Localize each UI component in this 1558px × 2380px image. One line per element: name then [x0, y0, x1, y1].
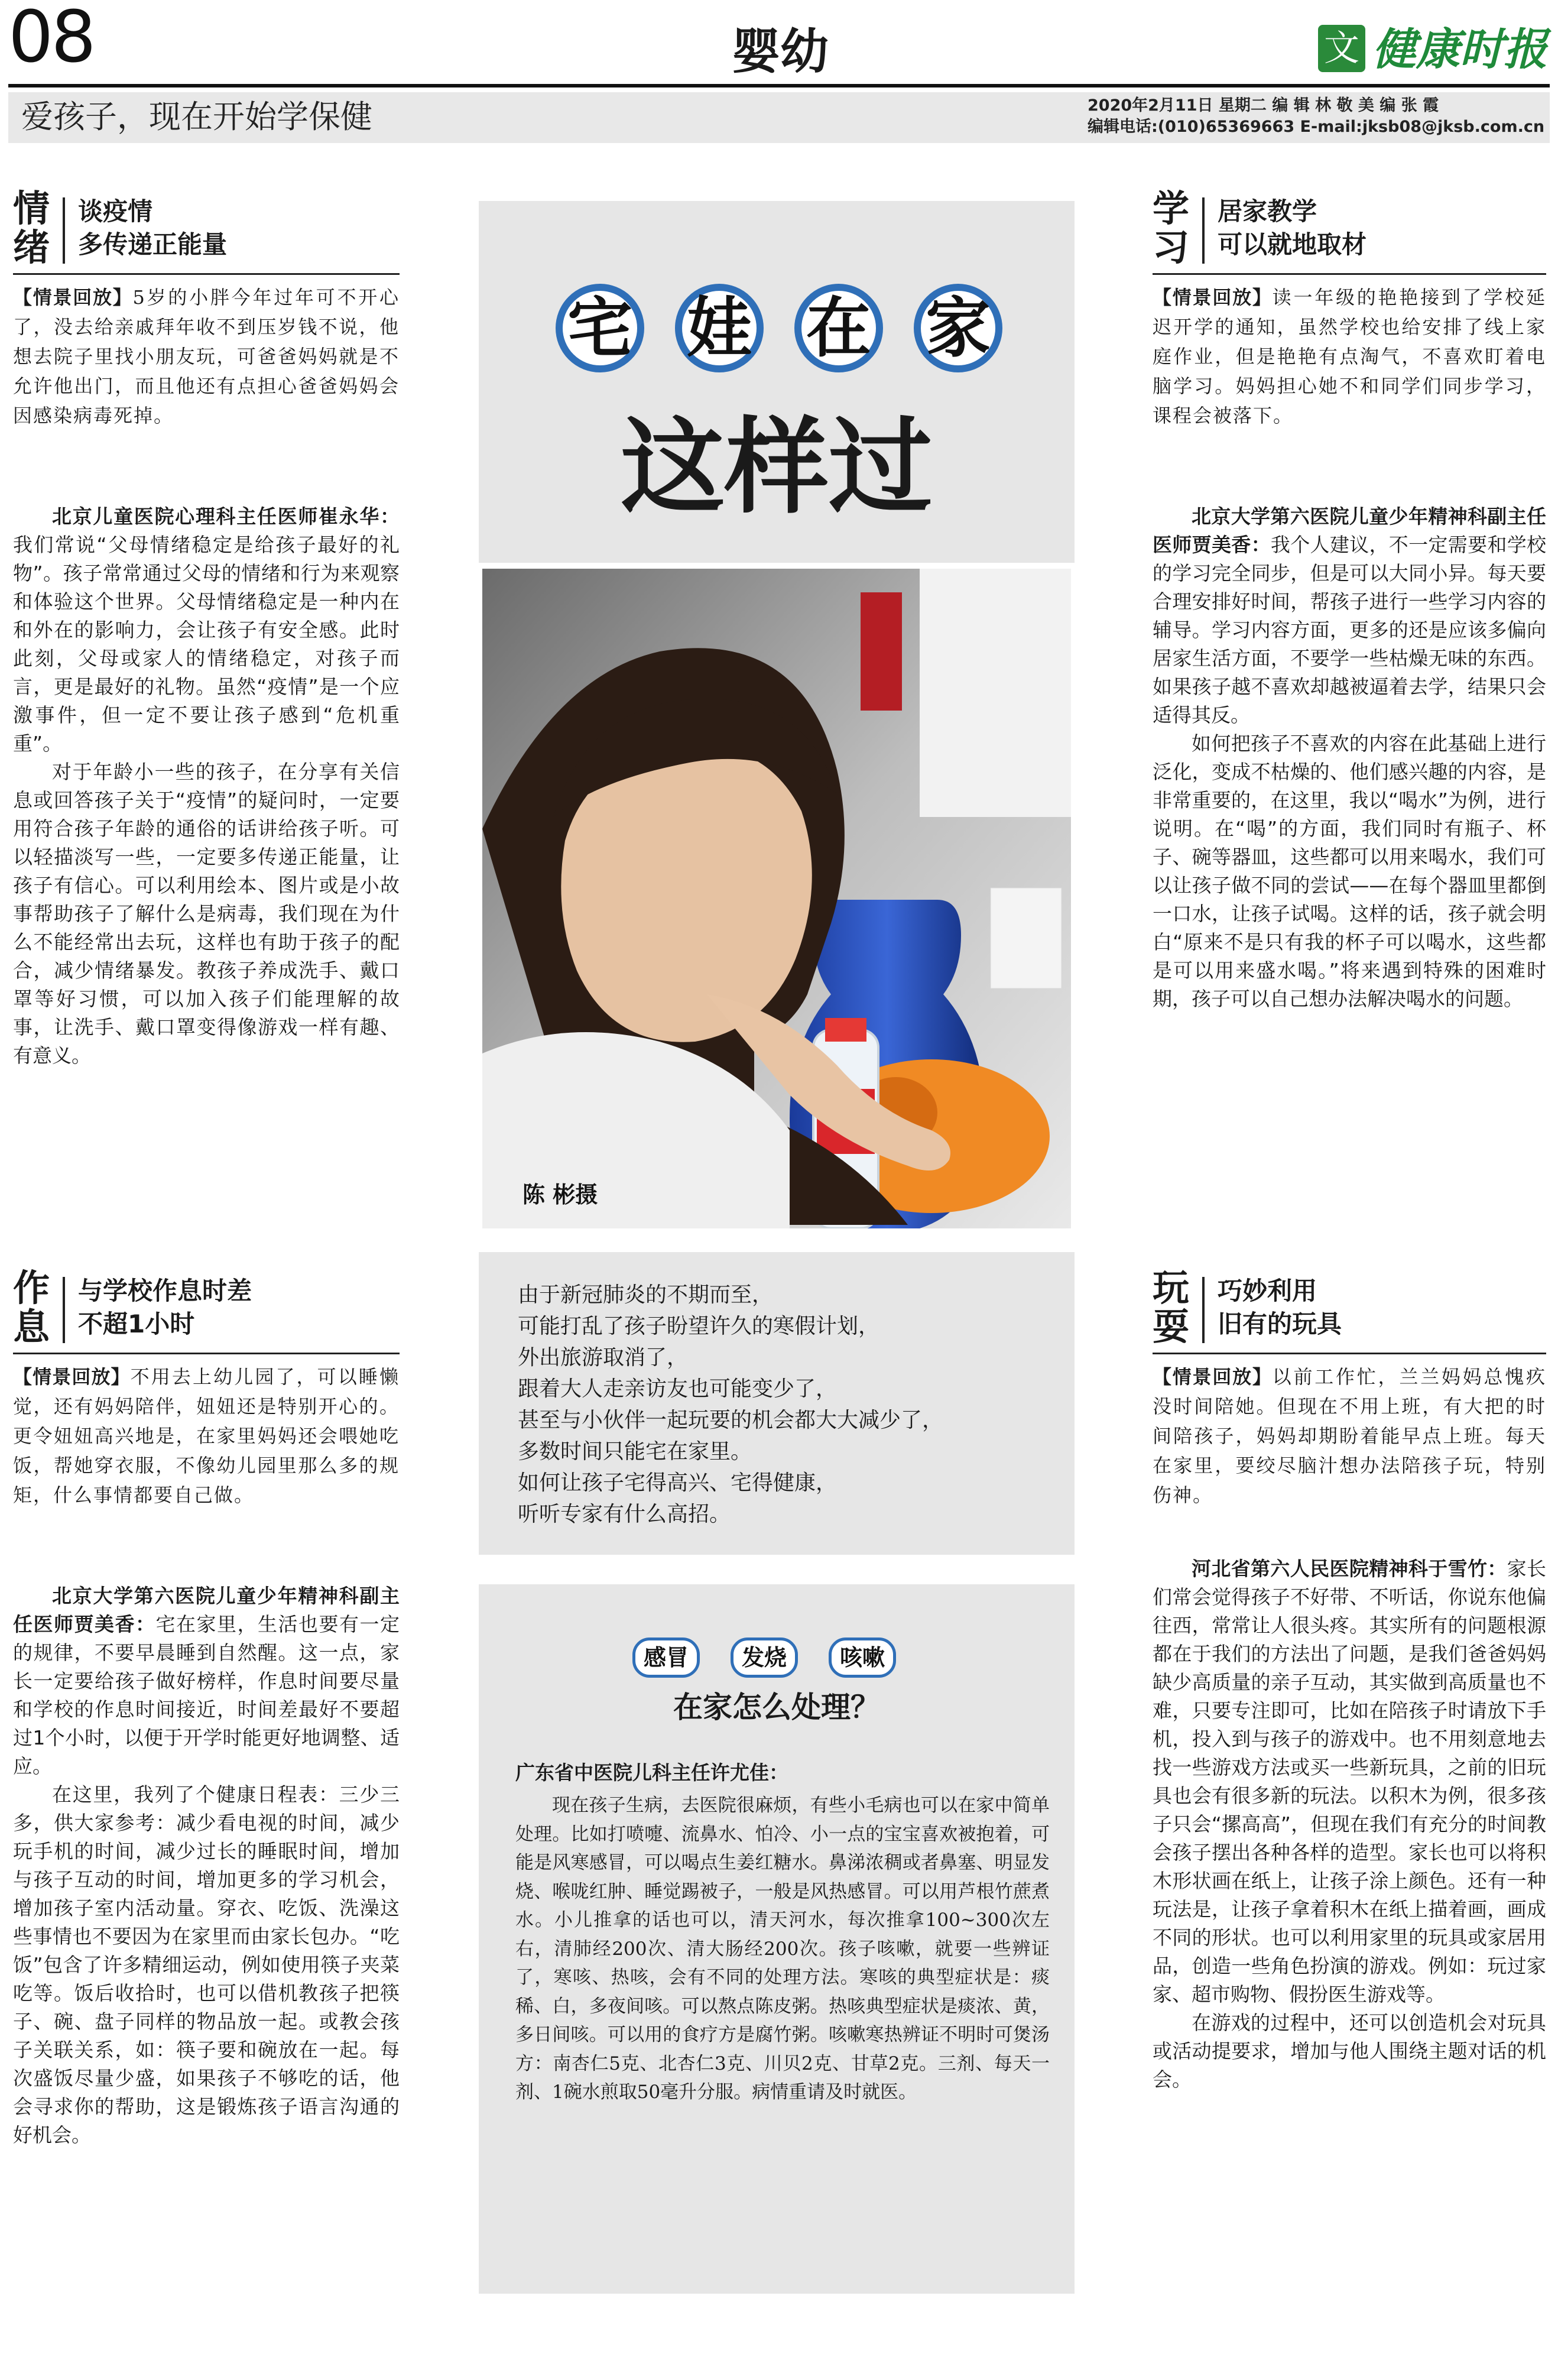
headline-1: 与学校作息时差 — [78, 1276, 252, 1305]
expert-name: 河北省第六人民医院精神科于雪竹： — [1192, 1557, 1507, 1580]
intro-line: 如何让孩子宅得高兴、宅得健康， — [518, 1471, 838, 1495]
scene-label: 【情景回放】 — [1153, 1366, 1273, 1388]
paragraph: 我个人建议，不一定需要和学校的学习完全同步，但是可以大同小异。每天要合理安排好时间，帮孩子进行一些学习内容的辅导。学习内容方面，更多的还是应该多偏向居家生活方面，不要学一些枯燥无味的东西。如果孩子越不喜欢却越被逼着去学，结果只会适得其反。 — [1153, 533, 1547, 727]
intro-line: 外出旅游取消了， — [518, 1345, 689, 1370]
header-divider — [63, 197, 65, 264]
title-char: 家 — [926, 290, 991, 366]
article-body — [1153, 1555, 1546, 2094]
intro-text — [518, 1279, 1050, 1530]
paragraph: 在这里，我列了个健康日程表：三少三多，供大家参考：减少看电视的时间，减少玩手机的时间，减少过长的睡眠时间，增加与孩子互动的时间，增加更多的学习机会，增加孩子室内活动量。穿衣、吃饭、洗澡这些事情也不要因为在家里而由家长包办。“吃饭”包含了许多精细运动，例如使用筷子夹菜吃等。饭后收拾时，也可以借机教孩子把筷子、碗、盘子同样的物品放一起。或教会孩子关联关系，如：筷子要和碗放在一起。每次盛饭尽量少盛，如果孩子不够吃的话，他会寻求你的帮助，这是锻炼孩子语言沟通的好机会。 — [13, 1783, 400, 2146]
article-label-1 — [13, 189, 54, 267]
expert-name: 北京大学第六医院儿童少年精神科副主任医师贾美香： — [13, 1584, 400, 1636]
label-text: 情绪 — [13, 187, 50, 269]
tag-cough: 咳嗽 — [829, 1638, 896, 1678]
tagline: 爱孩子，现在开始学保健 — [21, 98, 372, 135]
logo-name: 健康时报 — [1372, 24, 1547, 75]
scene-replay — [1153, 283, 1546, 430]
newspaper-logo — [1318, 21, 1552, 78]
article-label-3 — [13, 1266, 54, 1348]
expert-name: 北京大学第六医院儿童少年精神科副主任医师贾美香： — [1153, 505, 1546, 556]
title-circle-4 — [914, 284, 1002, 372]
label-text: 学习 — [1153, 187, 1190, 269]
label-text: 作息 — [13, 1266, 50, 1348]
scene-replay — [13, 1362, 400, 1510]
headline-1: 居家教学 — [1218, 197, 1317, 226]
title-circle-3 — [794, 284, 883, 372]
photo-illustration — [482, 569, 1071, 1228]
feature-title-line2: 这样过 — [620, 406, 933, 528]
cold-box-expert: 广东省中医院儿科主任许尤佳： — [515, 1761, 788, 1784]
scene-replay — [1153, 1362, 1546, 1510]
title-char: 娃 — [687, 290, 752, 366]
intro-line: 跟着大人走亲访友也可能变少了， — [518, 1377, 838, 1401]
scene-label: 【情景回放】 — [13, 286, 133, 309]
header-rule — [8, 84, 1550, 87]
title-circle-2 — [675, 284, 764, 372]
intro-line: 由于新冠肺炎的不期而至， — [518, 1283, 774, 1307]
section-rule — [13, 1353, 400, 1354]
dateline: 2020年2月11日 星期二 编 辑 林 敬 美 编 张 霞 — [1088, 96, 1439, 115]
headline-1: 谈疫情 — [78, 197, 153, 226]
header-divider — [63, 1277, 65, 1343]
page-number: 08 — [8, 0, 94, 79]
expert-name: 北京儿童医院心理科主任医师崔永华： — [52, 505, 400, 528]
label-text: 玩耍 — [1153, 1266, 1190, 1348]
article-label-2 — [1153, 189, 1194, 267]
tag-fever: 发烧 — [731, 1638, 798, 1678]
paragraph: 对于年龄小一些的孩子，在分享有关信息或回答孩子关于“疫情”的疑问时，一定要用符合孩子年龄的通俗的话讲给孩子听。可以轻描淡写一些，一定要多传递正能量，让孩子有信心。可以利用绘本、图片或是小故事帮助孩子了解什么是病毒，我们现在为什么不能经常出去玩，这样也有助于孩子的配合，减少情绪暴发。教孩子养成洗手、戴口罩等好习惯，可以加入孩子们能理解的故事，让洗手、戴口罩变得像游戏一样有趣、有意义。 — [13, 760, 400, 1067]
photo-credit: 陈 彬摄 — [522, 1182, 598, 1208]
tag-cold: 感冒 — [632, 1638, 700, 1678]
editor-contact: 编辑电话:(010)65369663 E-mail:jksb08@jksb.com.cn — [1088, 118, 1545, 136]
article-body — [13, 502, 400, 1070]
headline-1: 巧妙利用 — [1218, 1276, 1317, 1305]
scene-replay — [13, 283, 400, 430]
title-char: 宅 — [567, 290, 632, 366]
paragraph: 家长们常会觉得孩子不好带、不听话，你说东他偏往西，常常让人很头疼。其实所有的问题根源都在于我们的方法出了问题，是我们爸爸妈妈缺少高质量的亲子互动，其实做到高质量也不难，只要专注即可，比如在陪孩子时请放下手机，投入到与孩子的游戏中。也不用刻意地去找一些游戏方法或买一些新玩具，之前的旧玩具也会有很多新的玩法。以积木为例，很多孩子只会“摞高高”，但现在我们有充分的时间教会孩子摆出各种各样的造型。家长也可以将积木形状画在纸上，让孩子涂上颜色。还有一种玩法是，让孩子拿着积木在纸上描着画，画成不同的形状。也可以利用家里的玩具或家居用品，创造一些角色扮演的游戏。例如：玩过家家、超市购物、假扮医生游戏等。 — [1153, 1557, 1547, 2006]
header-divider — [1202, 197, 1205, 264]
article-body — [13, 1582, 400, 2149]
section-rule — [1153, 273, 1546, 275]
headline-2: 多传递正能量 — [78, 230, 228, 259]
paragraph: 宅在家里，生活也要有一定的规律，不要早晨睡到自然醒。这一点，家长一定要给孩子做好榜样，作息时间要尽量和学校的作息时间接近，时间差最好不要超过1个小时，以便于开学时能更好地调整、适应。 — [13, 1613, 400, 1778]
paragraph: 如何把孩子不喜欢的内容在此基础上进行泛化，变成不枯燥的、他们感兴趣的内容，是非常重要的，在这里，我以“喝水”为例，进行说明。在“喝”的方面，我们同时有瓶子、杯子、碗等器皿，这些都可以用来喝水，我们可以让孩子做不同的尝试——在每个器皿里都倒一口水，让孩子试喝。这样的话，孩子就会明白“原来不是只有我的杯子可以喝水，这些都是可以用来盛水喝。”将来遇到特殊的困难时期，孩子可以自己想办法解决喝水的问题。 — [1153, 732, 1546, 1010]
scene-text: 以前工作忙，兰兰妈妈总愧疚没时间陪她。但现在不用上班，有大把的时间陪孩子，妈妈却期盼着能早点上班。每天在家里，要绞尽脑汁想办法陪孩子玩，特别伤神。 — [1153, 1366, 1546, 1506]
logo-mark-icon: 文 — [1318, 25, 1365, 72]
scene-text: 5岁的小胖今年过年可不开心了，没去给亲戚拜年收不到压岁钱不说，他想去院子里找小朋友玩，可爸爸妈妈就是不允许他出门，而且他还有点担心爸爸妈妈会因感染病毒死掉。 — [13, 286, 400, 427]
scene-text: 读一年级的艳艳接到了学校延迟开学的通知，虽然学校也给安排了线上家庭作业，但是艳艳有点淘气，不喜欢盯着电脑学习。妈妈担心她不和同学们同步学习，课程会被落下。 — [1153, 286, 1546, 427]
feature-photo — [482, 569, 1071, 1228]
header-divider — [1202, 1277, 1205, 1343]
paragraph: 我们常说“父母情绪稳定是给孩子最好的礼物”。孩子常常通过父母的情绪和行为来观察和体验这个世界。父母情绪稳定是一种内在和外在的影响力，会让孩子有安全感。此时此刻，父母或家人的情绪稳定，对孩子而言，更是最好的礼物。虽然“疫情”是一个应激事件，但一定不要让孩子感到“危机重重”。 — [13, 533, 400, 755]
title-char: 在 — [806, 290, 871, 366]
section-title: 婴幼 — [731, 23, 829, 80]
section-rule — [1153, 1353, 1546, 1354]
intro-line: 甚至与小伙伴一起玩要的机会都大大减少了， — [518, 1408, 944, 1432]
cold-box-text — [515, 1791, 1050, 2107]
article-body — [1153, 502, 1546, 1013]
headline-2: 可以就地取材 — [1218, 230, 1367, 259]
scene-label: 【情景回放】 — [13, 1366, 131, 1388]
section-rule — [13, 273, 400, 275]
headline-2: 旧有的玩具 — [1218, 1309, 1342, 1338]
paragraph: 在游戏的过程中，还可以创造机会对玩具或活动提要求，增加与他人围绕主题对话的机会。 — [1153, 2011, 1546, 2091]
cold-box-subtitle: 在家怎么处理？ — [673, 1690, 880, 1724]
headline-2: 不超1小时 — [78, 1309, 195, 1338]
intro-line: 可能打乱了孩子盼望许久的寒假计划， — [518, 1314, 880, 1338]
scene-label: 【情景回放】 — [1153, 286, 1273, 309]
intro-line: 听听专家有什么高招。 — [518, 1502, 731, 1526]
intro-line: 多数时间只能宅在家里。 — [518, 1439, 752, 1464]
scene-text: 不用去上幼儿园了，可以睡懒觉，还有妈妈陪伴，妞妞还是特别开心的。更令妞妞高兴地是，在家里妈妈还会喂她吃饭，帮她穿衣服，不像幼儿园里那么多的规矩，什么事情都要自己做。 — [13, 1366, 400, 1506]
title-circle-1 — [556, 284, 644, 372]
paragraph: 现在孩子生病，去医院很麻烦，有些小毛病也可以在家中简单处理。比如打喷嚏、流鼻水、怕冷、小一点的宝宝喜欢被抱着，可能是风寒感冒，可以喝点生姜红糖水。鼻涕浓稠或者鼻塞、明显发烧、喉咙红肿、睡觉踢被子，一般是风热感冒。可以用芦根竹蔗煮水。小儿推拿的话也可以，清天河水，每次推拿100~300次左右，清肺经200次、清大肠经200次。孩子咳嗽，就要一些辨证了，寒咳、热咳，会有不同的处理方法。寒咳的典型症状是：痰稀、白，多夜间咳。可以熬点陈皮粥。热咳典型症状是痰浓、黄，多日间咳。可以用的食疗方是腐竹粥。咳嗽寒热辨证不明时可煲汤方：南杏仁5克、北杏仁3克、川贝2克、甘草2克。三剂、每天一剂、1碗水煎取50毫升分服。病情重请及时就医。 — [515, 1795, 1050, 2103]
article-label-4 — [1153, 1266, 1194, 1348]
